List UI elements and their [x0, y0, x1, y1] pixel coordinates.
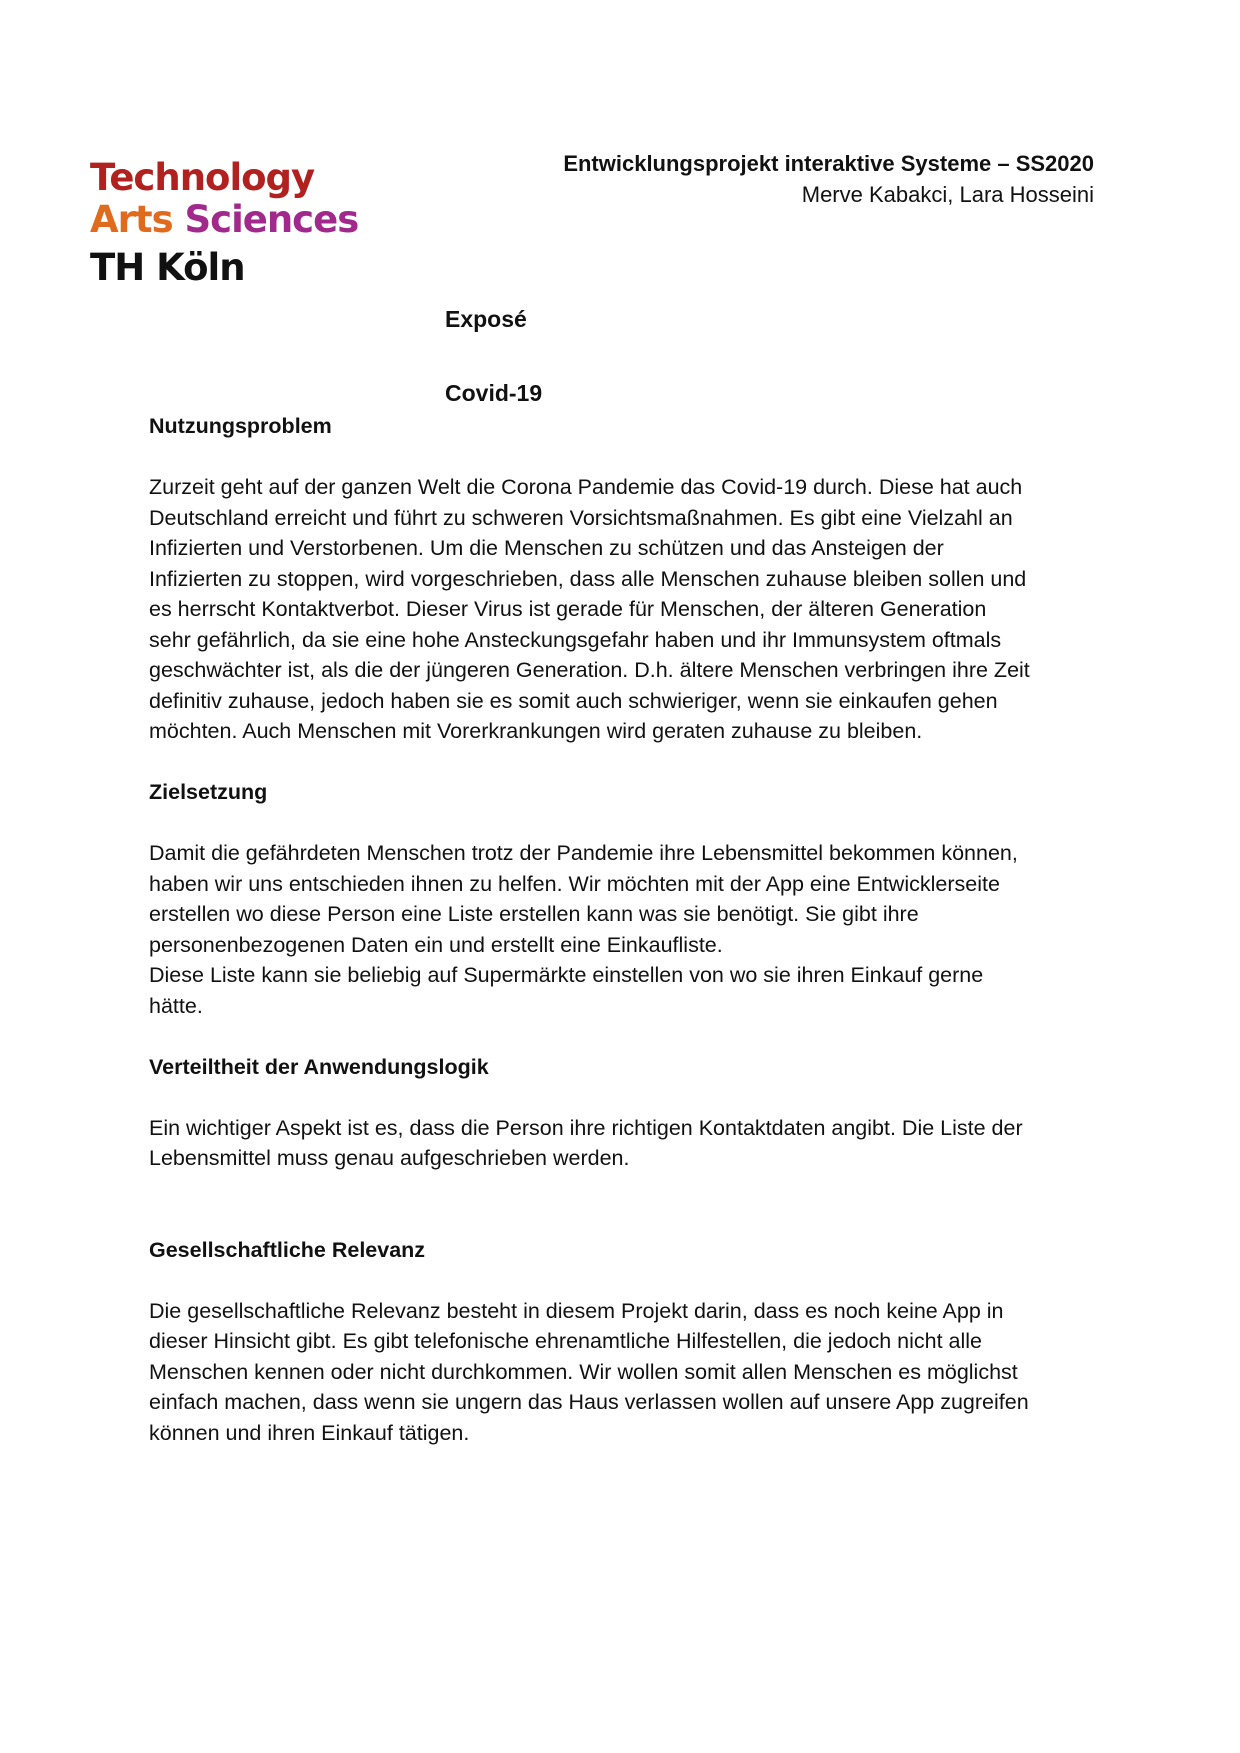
course-title: Entwicklungsprojekt interaktive Systeme – SS2020 [563, 151, 1094, 176]
logo-arts: Arts [90, 198, 173, 241]
text-line: haben wir uns entschieden ihnen zu helfen. Wir möchten mit der App eine Entwicklerseite [149, 871, 1000, 896]
text-line: Damit die gefährdeten Menschen trotz der Pandemie ihre Lebensmittel bekommen können, [149, 841, 1018, 865]
authors: Merve Kabakci, Lara Hosseini [801, 182, 1094, 207]
text-line: Zurzeit geht auf der ganzen Welt die Corona Pandemie das Covid-19 durch. Diese hat auch [149, 475, 1023, 499]
section-heading: Zielsetzung [149, 780, 268, 804]
text-line: definitiv zuhause, jedoch haben sie es somit auch schwieriger, wenn sie einkaufen gehen [149, 688, 998, 713]
document-body [149, 411, 1109, 1448]
text-line: geschwächter ist, als die der jüngeren Generation. D.h. ältere Menschen verbringen ihre Zeit [149, 658, 1030, 682]
section-paragraph [149, 472, 1109, 747]
document-header [563, 148, 1094, 210]
section-heading: Verteiltheit der Anwendungslogik [149, 1054, 489, 1079]
text-line: dieser Hinsicht gibt. Es gibt telefonische ehrenamtliche Hilfestellen, die jedoch nicht alle [149, 1329, 982, 1353]
section-nutzungsproblem [149, 411, 1109, 747]
text-line: Infizierten zu stoppen, wird vorgeschrieben, dass alle Menschen zuhause bleiben sollen und [149, 566, 1027, 591]
text-line: Ein wichtiger Aspekt ist es, dass die Person ihre richtigen Kontaktdaten angibt. Die Liste der [149, 1115, 1023, 1140]
text-line: möchten. Auch Menschen mit Vorerkrankungen wird geraten zuhause zu bleiben. [149, 719, 923, 743]
document-subtitle: Covid-19 [445, 380, 543, 406]
section-paragraph [149, 1113, 1109, 1174]
logo-arts-sciences [90, 198, 359, 242]
text-line: einfach machen, dass wenn sie ungern das Haus verlassen wollen auf unsere App zugreifen [149, 1390, 1029, 1414]
logo-th-koeln: TH Köln [90, 246, 245, 289]
text-line: sehr gefährlich, da sie eine hohe Ansteckungsgefahr haben und ihr Immunsystem oftmals [149, 627, 1002, 652]
text-line: erstellen wo diese Person eine Liste erstellen kann was sie benötigt. Sie gibt ihre [149, 902, 919, 926]
text-line: hätte. [149, 993, 203, 1018]
section-paragraph [149, 838, 1109, 1021]
section-heading: Gesellschaftliche Relevanz [149, 1237, 426, 1262]
text-line: Infizierten und Verstorbenen. Um die Menschen zu schützen und das Ansteigen der [149, 536, 944, 560]
text-line: Die gesellschaftliche Relevanz besteht in diesem Projekt darin, dass es noch keine App in [149, 1298, 1004, 1323]
section-zielsetzung [149, 777, 1109, 1021]
text-line: Menschen kennen oder nicht durchkommen. Wir wollen somit allen Menschen es möglichst [149, 1359, 1018, 1384]
section-gesellschaftliche-relevanz [149, 1235, 1109, 1449]
logo-sciences: Sciences [184, 198, 359, 241]
text-line: Deutschland erreicht und führt zu schweren Vorsichtsmaßnahmen. Es gibt eine Vielzahl an [149, 505, 1013, 530]
logo-technology: Technology [90, 156, 315, 199]
text-line: personenbezogenen Daten ein und erstellt eine Einkaufliste. [149, 932, 723, 957]
text-line: Lebensmittel muss genau aufgeschrieben werden. [149, 1146, 630, 1170]
section-verteiltheit [149, 1052, 1109, 1174]
text-line: Diese Liste kann sie beliebig auf Supermärkte einstellen von wo sie ihren Einkauf gerne [149, 963, 984, 987]
section-heading: Nutzungsproblem [149, 414, 332, 438]
text-line: können und ihren Einkauf tätigen. [149, 1420, 470, 1445]
th-koeln-logo [90, 156, 359, 294]
text-line: es herrscht Kontaktverbot. Dieser Virus ist gerade für Menschen, der älteren Generation [149, 597, 987, 621]
document-title: Exposé [445, 306, 527, 332]
section-paragraph [149, 1296, 1109, 1449]
